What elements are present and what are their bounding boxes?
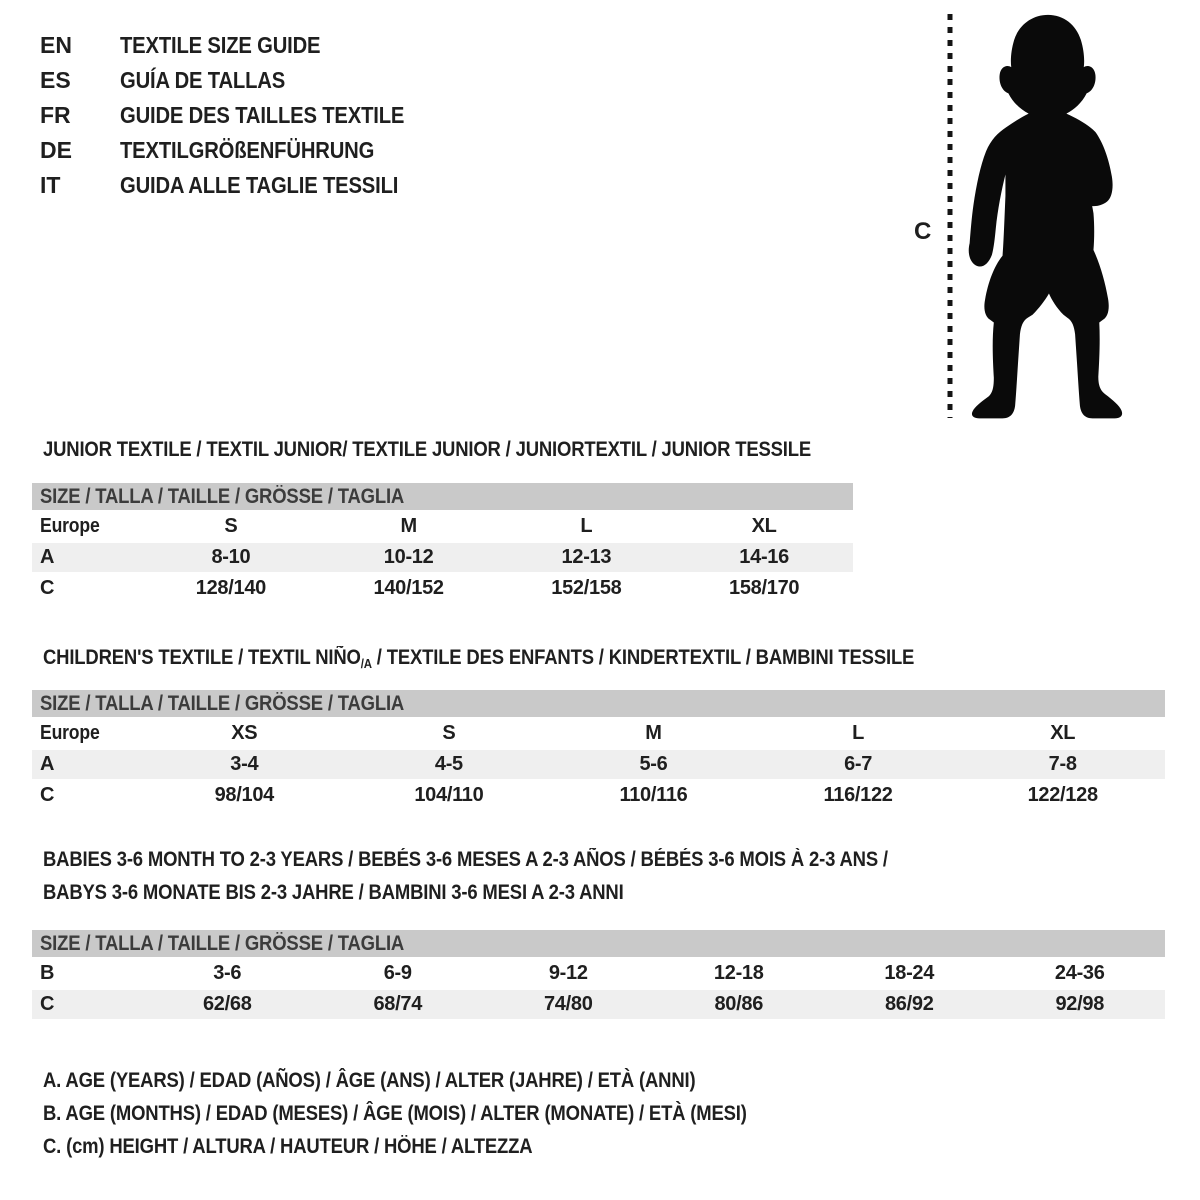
legend-line-a: A. AGE (YEARS) / EDAD (AÑOS) / ÂGE (ANS) / ALTER (JAHRE) / ETÀ (ANNI) [43, 1069, 696, 1092]
column-header: L [580, 515, 593, 537]
size-cell: 152/158 [551, 577, 622, 599]
language-row-es [40, 63, 443, 98]
column-header: M [645, 722, 662, 744]
section-title-junior [43, 433, 916, 466]
size-cell: 140/152 [373, 577, 444, 599]
language-row-de [40, 133, 443, 168]
size-cell: 98/104 [214, 784, 274, 806]
table-row-b [32, 959, 1165, 988]
section-title-children [43, 641, 1033, 680]
language-title: GUIDE DES TAILLES TEXTILE [120, 102, 405, 128]
size-header-label: SIZE / TALLA / TAILLE / GRÖSSE / TAGLIA [40, 691, 405, 715]
size-cell: 5-6 [551, 750, 756, 779]
column-header-row [32, 512, 853, 541]
size-cell: 14-16 [675, 543, 853, 572]
legend-block [43, 1064, 843, 1163]
column-header: M [400, 515, 417, 537]
size-header-label: SIZE / TALLA / TAILLE / GRÖSSE / TAGLIA [40, 931, 405, 955]
language-code: IT [40, 172, 61, 198]
column-header: L [852, 722, 865, 744]
size-header-bar [32, 690, 1165, 717]
size-cell: 80/86 [654, 990, 825, 1019]
size-cell: 12-13 [498, 543, 676, 572]
size-cell: 12-18 [713, 962, 764, 984]
title-subscript: /A [360, 656, 372, 671]
table-row-c [32, 574, 853, 603]
size-cell: 18-24 [884, 962, 935, 984]
row-label: C [40, 784, 55, 806]
language-title: GUIDA ALLE TAGLIE TESSILI [120, 172, 399, 198]
row-label: C [32, 990, 142, 1019]
size-cell: 68/74 [313, 990, 484, 1019]
column-header: XL [751, 515, 777, 537]
section-title-text: JUNIOR TEXTILE / TEXTIL JUNIOR/ TEXTILE JUNIOR / JUNIORTEXTIL / JUNIOR TESSILE [43, 438, 812, 461]
row-label: C [40, 577, 55, 599]
language-row-fr [40, 98, 443, 133]
size-cell: 9-12 [548, 962, 588, 984]
size-cell: 6-7 [756, 750, 961, 779]
children-size-table [32, 688, 1165, 812]
column-header: S [442, 722, 456, 744]
size-cell: 4-5 [347, 750, 552, 779]
size-cell: 7-8 [960, 750, 1165, 779]
section-title-line1: BABIES 3-6 MONTH TO 2-3 YEARS / BEBÉS 3-6 MESES A 2-3 AÑOS / BÉBÉS 3-6 MOIS À 2-3 ANS / [43, 848, 888, 871]
size-cell: 3-6 [213, 962, 242, 984]
language-code: ES [40, 67, 71, 93]
title-part: CHILDREN'S TEXTILE / TEXTIL NIÑO [43, 646, 361, 669]
language-code: DE [40, 137, 72, 163]
size-cell: 110/116 [619, 784, 688, 806]
baby-silhouette-icon [950, 12, 1146, 428]
size-cell: 6-9 [383, 962, 412, 984]
section-title-babies [43, 843, 1003, 909]
size-cell: 86/92 [824, 990, 995, 1019]
language-row-en [40, 28, 443, 63]
title-part: / TEXTILE DES ENFANTS / KINDERTEXTIL / BAMBINI TESSILE [371, 646, 915, 669]
table-row-c [32, 990, 1165, 1019]
size-header-label: SIZE / TALLA / TAILLE / GRÖSSE / TAGLIA [40, 484, 405, 508]
row-label: A [32, 543, 142, 572]
table-row-a [32, 543, 853, 572]
table-row-c [32, 781, 1165, 810]
junior-size-table [32, 481, 853, 605]
size-cell: 92/98 [995, 990, 1166, 1019]
size-header-bar [32, 930, 1165, 957]
size-header-bar [32, 483, 853, 510]
size-cell: 128/140 [195, 577, 266, 599]
language-title: TEXTILE SIZE GUIDE [120, 32, 321, 58]
column-header: XL [1050, 722, 1076, 744]
size-cell: 62/68 [142, 990, 313, 1019]
size-cell: 10-12 [320, 543, 498, 572]
row-label: B [40, 962, 55, 984]
column-header: XS [231, 722, 258, 744]
table-row-a [32, 750, 1165, 779]
language-row-it [40, 168, 443, 203]
size-cell: 122/128 [1027, 784, 1098, 806]
size-cell: 158/170 [729, 577, 800, 599]
language-title-block [40, 28, 443, 203]
column-header: S [224, 515, 238, 537]
legend-line-b: B. AGE (MONTHS) / EDAD (MESES) / ÂGE (MOIS) / ALTER (MONATE) / ETÀ (MESI) [43, 1102, 747, 1125]
column-header-row [32, 719, 1165, 748]
section-title-text [43, 641, 914, 680]
babies-size-table [32, 928, 1165, 1021]
language-title: TEXTILGRÖßENFÜHRUNG [120, 137, 375, 163]
language-title: GUÍA DE TALLAS [120, 67, 286, 93]
size-cell: 74/80 [483, 990, 654, 1019]
row-label: A [32, 750, 142, 779]
language-code: FR [40, 102, 71, 128]
size-cell: 3-4 [142, 750, 347, 779]
legend-line-c: C. (cm) HEIGHT / ALTURA / HAUTEUR / HÖHE / ALTEZZA [43, 1135, 533, 1158]
column-header: Europe [40, 722, 100, 744]
section-title-line2: BABYS 3-6 MONATE BIS 2-3 JAHRE / BAMBINI 3-6 MESI A 2-3 ANNI [43, 881, 624, 904]
height-measure-label: C [914, 218, 932, 245]
column-header: Europe [40, 515, 100, 537]
size-cell: 8-10 [142, 543, 320, 572]
size-cell: 104/110 [414, 784, 484, 806]
size-cell: 116/122 [823, 784, 893, 806]
language-code: EN [40, 32, 72, 58]
size-cell: 24-36 [1054, 962, 1105, 984]
